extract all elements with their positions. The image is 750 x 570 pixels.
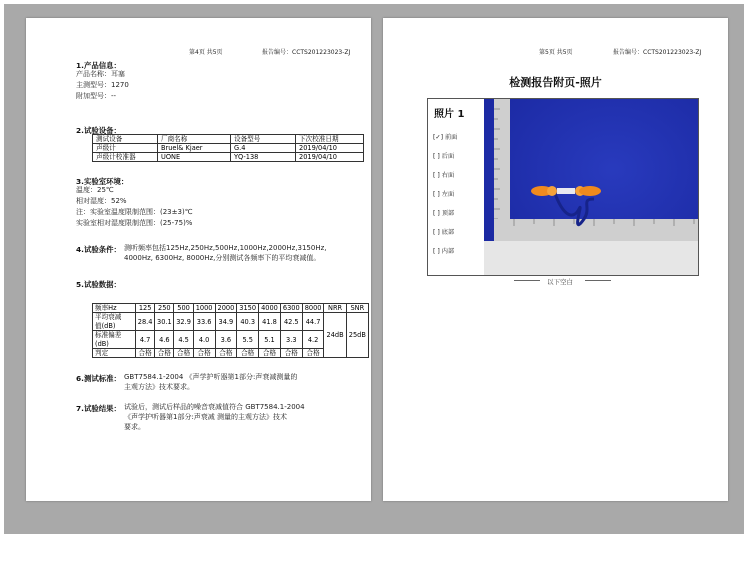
blank-dash-right <box>585 280 611 281</box>
nrr-value: 24dB <box>324 313 346 358</box>
view-option-front: [✓] 前面 <box>433 134 458 141</box>
result-heading: 7.试验结果： <box>76 404 121 413</box>
view-option-right: [ ] 右面 <box>433 172 455 179</box>
sd-cell: 5.1 <box>259 331 281 349</box>
env-note-temperature: 注：实验室温度限制范围：(23±3)℃ <box>76 208 193 216</box>
freq-cell: 3150 <box>237 304 259 313</box>
result-line-3: 要求。 <box>124 423 145 431</box>
row-label-sd <box>93 331 136 349</box>
freq-cell: 2000 <box>215 304 237 313</box>
equipment-header-row <box>93 135 364 144</box>
report-number: 报告编号：CCTS201223023-ZJ <box>613 49 702 56</box>
standard-line-1: GBT7584.1-2004 《声学护听器第1部分:声衰减测量的 <box>124 373 298 381</box>
view-option-inside: [ ] 内部 <box>433 248 455 255</box>
product-extra-model: 附加型号：-- <box>76 92 117 100</box>
freq-cell: 8000 <box>302 304 324 313</box>
freq-cell: 500 <box>174 304 193 313</box>
sd-cell: 4.7 <box>136 331 155 349</box>
blank-dash-left <box>514 280 540 281</box>
mean-cell: 28.4 <box>136 313 155 331</box>
verdict-cell: 合格 <box>215 349 237 358</box>
environment-heading: 3.实验室环境： <box>76 177 129 186</box>
photo-label: 照片 1 <box>434 109 465 120</box>
report-number: 报告编号：CCTS201223023-ZJ <box>262 49 351 56</box>
page-number: 第4页 共5页 <box>189 49 223 56</box>
table-cell: UONE <box>158 153 231 162</box>
mean-cell: 33.6 <box>193 313 215 331</box>
table-row <box>93 144 364 153</box>
earplug-photo-image <box>484 99 698 275</box>
env-temperature: 温度：25℃ <box>76 186 114 194</box>
photo-panel <box>427 98 699 276</box>
result-line-2: 《声学护听器第1部分:声衰减 测量的主观方法》技术 <box>124 413 288 421</box>
freq-cell: 125 <box>136 304 155 313</box>
table-cell: YQ-138 <box>231 153 296 162</box>
verdict-cell: 合格 <box>302 349 324 358</box>
view-option-back: [ ] 后面 <box>433 153 455 160</box>
sd-cell: 4.5 <box>174 331 193 349</box>
view-option-left: [ ] 左面 <box>433 191 455 198</box>
table-cell: 2019/04/10 <box>296 153 364 162</box>
sd-cell: 4.2 <box>302 331 324 349</box>
attenuation-table <box>92 303 369 358</box>
page-number: 第5页 共5页 <box>539 49 573 56</box>
row-label-mean-1: 平均衰减 <box>95 313 122 321</box>
verdict-cell: 合格 <box>136 349 155 358</box>
table-cell: 声级计校准器 <box>93 153 158 162</box>
viewer-canvas[interactable] <box>4 4 744 534</box>
sd-cell: 3.3 <box>280 331 302 349</box>
equipment-table <box>92 134 364 162</box>
sd-cell: 3.6 <box>215 331 237 349</box>
mean-cell: 34.9 <box>215 313 237 331</box>
mean-cell: 44.7 <box>302 313 324 331</box>
equipment-col: 下次校准日期 <box>296 135 364 144</box>
verdict-cell: 合格 <box>193 349 215 358</box>
verdict-cell: 合格 <box>280 349 302 358</box>
conditions-line-1: 测听频率包括125Hz,250Hz,500Hz,1000Hz,2000Hz,3150Hz, <box>124 244 327 252</box>
freq-cell: 1000 <box>193 304 215 313</box>
report-page-4 <box>26 18 371 501</box>
view-option-bottom: [ ] 底部 <box>433 229 455 236</box>
verdict-cell: 合格 <box>174 349 193 358</box>
table-cell: Bruel& Kjaer <box>158 144 231 153</box>
snr-header: SNR <box>346 304 368 313</box>
result-line-1: 试验后，测试后样品的噪音衰减值符合 GBT7584.1-2004 <box>124 403 305 411</box>
env-note-humidity: 实验室相对湿度限制范围：(25-75)% <box>76 219 193 227</box>
equipment-heading: 2.试验设备： <box>76 126 121 135</box>
mean-cell: 42.5 <box>280 313 302 331</box>
conditions-heading: 4.试验条件： <box>76 245 121 254</box>
row-label-mean <box>93 313 136 331</box>
row-label-sd-1: 标准偏差 <box>95 331 122 339</box>
row-label-sd-2: (dB) <box>95 339 109 348</box>
freq-cell: 4000 <box>259 304 281 313</box>
row-label-mean-2: 值(dB) <box>95 321 116 330</box>
sd-cell: 5.5 <box>237 331 259 349</box>
snr-value: 25dB <box>346 313 368 358</box>
mean-cell: 40.3 <box>237 313 259 331</box>
nrr-header: NRR <box>324 304 346 313</box>
mean-cell: 41.8 <box>259 313 281 331</box>
env-humidity: 相对湿度：52% <box>76 197 127 205</box>
mean-cell: 30.1 <box>155 313 174 331</box>
mean-row <box>93 313 369 331</box>
table-cell: 声级计 <box>93 144 158 153</box>
freq-cell: 6300 <box>280 304 302 313</box>
table-row <box>93 153 364 162</box>
report-page-5 <box>383 18 728 501</box>
product-heading: 1.产品信息： <box>76 61 121 70</box>
freq-row <box>93 304 369 313</box>
equipment-col: 测试设备 <box>93 135 158 144</box>
sd-cell: 4.0 <box>193 331 215 349</box>
row-label-frequency: 频率Hz <box>93 304 136 313</box>
standard-line-2: 主观方法》技术要求。 <box>124 383 194 391</box>
earplug-photo <box>484 99 698 275</box>
conditions-line-2: 4000Hz, 6300Hz, 8000Hz,分别测试各频率下的平均衰减值。 <box>124 254 321 262</box>
verdict-cell: 合格 <box>155 349 174 358</box>
row-label-verdict: 判定 <box>93 349 136 358</box>
equipment-col: 设备型号 <box>231 135 296 144</box>
data-heading: 5.试验数据： <box>76 280 121 289</box>
photo-appendix-title: 检测报告附页-照片 <box>509 76 602 89</box>
table-cell: G.4 <box>231 144 296 153</box>
product-name: 产品名称：耳塞 <box>76 70 125 78</box>
below-blank-note: 以下空白 <box>547 278 573 286</box>
view-option-top: [ ] 顶部 <box>433 210 455 217</box>
table-cell: 2019/04/10 <box>296 144 364 153</box>
standard-heading: 6.测试标准： <box>76 374 121 383</box>
verdict-cell: 合格 <box>237 349 259 358</box>
freq-cell: 250 <box>155 304 174 313</box>
verdict-cell: 合格 <box>259 349 281 358</box>
equipment-col: 厂商名称 <box>158 135 231 144</box>
mean-cell: 32.9 <box>174 313 193 331</box>
sd-cell: 4.6 <box>155 331 174 349</box>
product-model: 主测型号：1270 <box>76 81 129 89</box>
